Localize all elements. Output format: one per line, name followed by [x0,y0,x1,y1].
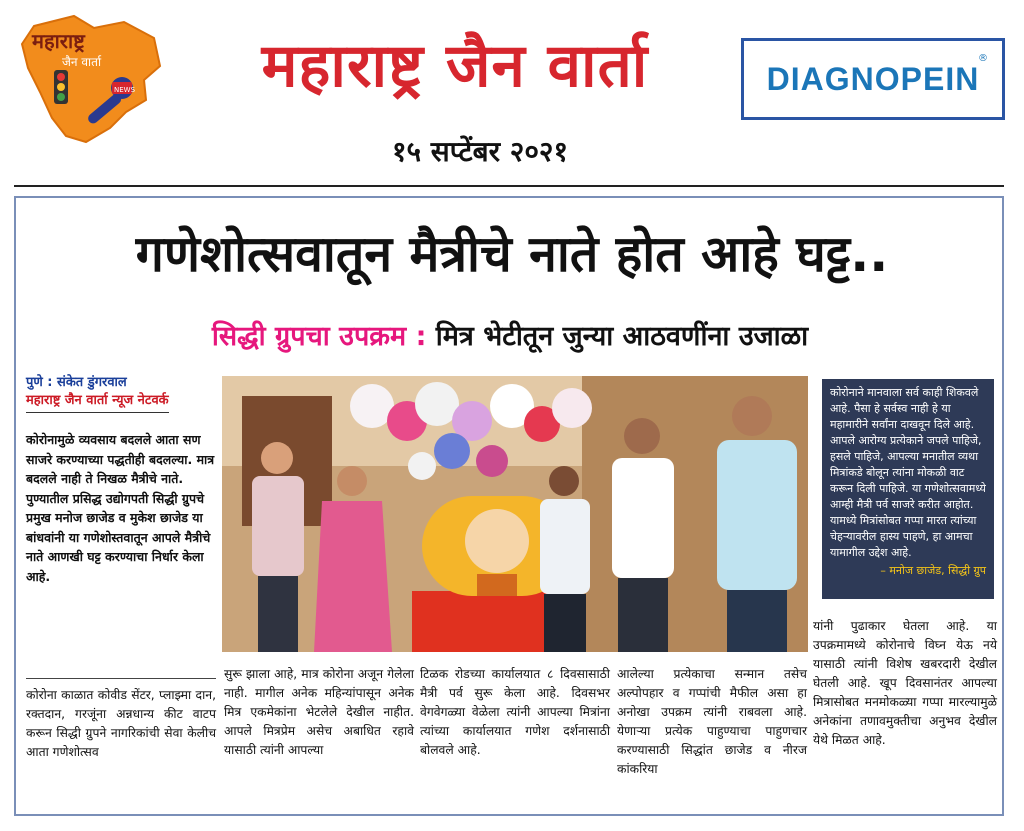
quote-attribution: – मनोज छाजेड, सिद्धी ग्रुप [880,564,986,577]
masthead-divider [14,185,1004,187]
body-column-2: सुरू झाला आहे, मात्र कोरोना अजून गेलेला नाही. मागील अनेक महिन्यांपासून अनेक मित्र एकमेकांना भेटलेले देखील नाहीत. आपले मित्रप्रेम असेच अबाधित रहावे यासाठी त्यांनी आपल्या [224,667,414,757]
body-column-3: टिळक रोडच्या कार्यालयात ८ दिवसासाठी मैत्री पर्व सुरू केला आहे. दिवसभर वेगवेगळ्या वेळेला त्यांनी आपल्या मित्रांना त्यांच्या कार्यालयात गणेश दर्शनासाठी बोलवले आहे. [420,667,610,757]
maharashtra-jain-varta-logo [14,8,164,148]
subhead-lead: सिद्धी ग्रुपचा उपक्रम : [211,321,427,352]
logo-subtitle: जैन वार्ता [62,55,102,69]
group-photo-icon [222,376,808,652]
article-lead: कोरोनामुळे व्यवसाय बदलले आता सण साजरे करण्याच्या पद्धतीही बदलल्या. मात्र बदलले नाही ते निखळ मैत्रीचे नाते. पुण्यातील प्रसिद्ध उद्योगपती सिद्धी ग्रुपचे प्रमुख मनोज छाजेड व मुकेश छाजेड या बांधवांनी या गणेशोस्तवातून आपले मैत्रीचे नाते आणखी घट्ट करण्याचा निर्धार केला आहे. [26,432,215,584]
body-column-5: यांनी पुढाकार घेतला आहे. या उपक्रमामध्ये कोरोनाचे विघ्न येऊ नये यासाठी त्यांनी विशेष खबरदारी देखील घेतली आहे. खूप दिवसानंतर आपल्या मित्रासोबत मनमोकळ्या गप्पा मारल्यामुळे अनेकांना तणावमुक्तीचा अनुभव देखील येथे मिळत आहे. [813,619,997,747]
mic-label: NEWS [114,86,136,94]
lead-divider [26,678,216,679]
subhead-rest: मित्र भेटीतून जुन्या आठवणींना उजाळा [435,321,809,352]
logo-title: महाराष्ट्र [32,29,85,53]
body-column-4: आलेल्या प्रत्येकाचा सन्मान तसेच अल्पोपहार व गप्पांची मैफील असा हा अनोखा उपक्रम त्यांनी राबवला आहे. येणाऱ्या प्रत्येक पाहुण्याचा पाहुणचार करण्यासाठी सिद्धांत छाजेड व नीरज कांकरिया [617,667,807,776]
sponsor-ad[interactable] [741,38,1005,120]
body-column-1: कोरोना काळात कोवीड सेंटर, प्लाझ्मा दान, रक्तदान, गरजूंना अन्नधान्य कीट वाटप करून सिद्धी ग्रुपने नागरिकांची सेवा केलीच आता गणेशोत्सव [26,688,216,759]
quote-text: कोरोनाने मानवाला सर्व काही शिकवले आहे. पैसा हे सर्वस्व नाही हे या महामारीने सर्वांना दाखवून दिले आहे. आपले आरोग्य प्रत्येकाने जपले पाहिजे, हसले पाहिजे, आपल्या मनातील व्यथा मित्रांकडे बोलून त्यांना मोकळी वाट करून दिली पाहिजे. या गणेशोत्सवामध्ये आम्ही मैत्री पर्व साजरे करीत आहोत. यामध्ये मित्रांसोबत गप्पा मारत त्यांच्या चेहऱ्यावरील हास्य पाहणे, हा आमचा यामागील उद्देश आहे. [830,386,986,559]
registered-mark: ® [978,53,988,64]
article-headline: गणेशोत्सवातून मैत्रीचे नाते होत आहे घट्ट.. [135,225,889,283]
map-logo-icon [14,8,164,148]
quote-box [822,379,994,599]
sponsor-name: DIAGNOPEIN [766,60,980,97]
byline-network: महाराष्ट्र जैन वार्ता न्यूज नेटवर्क [26,392,169,413]
publication-date: १५ सप्टेंबर २०२१ [391,135,569,168]
article-photo [222,376,808,652]
byline-location: पुणे : संकेत डुंगरवाल [26,375,127,390]
article-subhead [60,316,960,353]
byline [26,374,216,413]
logo-traffic-light-icon [54,70,68,104]
masthead-title: महाराष्ट्र जैन वार्ता [261,31,649,101]
